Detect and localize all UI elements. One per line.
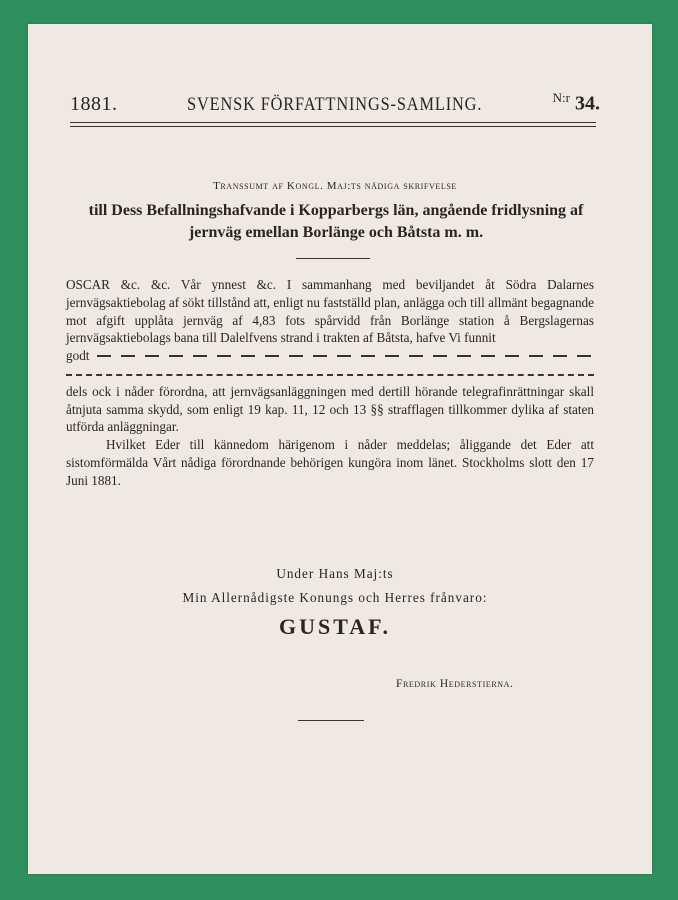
heading-divider xyxy=(296,258,370,259)
dash-fill xyxy=(97,355,594,357)
dash-line xyxy=(66,365,594,383)
end-divider xyxy=(298,720,364,721)
header-rule-bottom xyxy=(70,126,596,127)
king-signature: GUSTAF. xyxy=(278,614,392,639)
godt-word: godt xyxy=(66,348,90,364)
body-paragraph-2: dels ock i nåder förordna, att jernvägsanläggningen med dertill hörande telegrafinrättningar skall åtnjuta samma skydd, som enligt 19 kap. 11, 12 och 13 §§ strafflagen tillkommer dylika af staten utförda anläggningar. xyxy=(66,383,594,435)
body-paragraph-3: Hvilket Eder till kännedom härigenom i nåder meddelas; åliggande det Eder att sistomförmälda Vårt nådiga förordnande behörigen kungöra inom länet. Stockholms slott den 17 Juni 1881. xyxy=(66,437,594,488)
header-rule-top xyxy=(70,122,596,123)
body-paragraph-1: OSCAR &c. &c. Vår ynnest &c. I sammanhang med beviljandet åt Södra Dalarnes jernvägsaktiebolag af sökt tillstånd att, enligt nu fastställd plan, anlägga och till allmänt begagnande mot afgift upplåta jernväg af 4,83 fots spårvidd från Borlänge station å Bergslagernas jernvägsaktiebolags bana till Dalelfvens strand i trakten af Båtsta, hafve Vi funnit xyxy=(66,277,594,346)
header-year: 1881. xyxy=(70,92,118,115)
header-number xyxy=(553,90,600,116)
number-prefix: N:r xyxy=(552,90,570,105)
document-body xyxy=(66,276,594,490)
header-title: SVENSK FÖRFATTNINGS-SAMLING. xyxy=(187,93,483,115)
signature-line-2: Min Allernådigste Konungs och Herres frånvaro: xyxy=(182,590,488,605)
transsumt-line: Transsumt af Kongl. Maj:ts nådiga skrifvelse xyxy=(213,180,457,192)
page-header xyxy=(70,90,600,118)
document-heading: till Dess Befallningshafvande i Kopparbergs län, angående fridlysning af jernväg emellan Borlänge och Båtsta m. m. xyxy=(88,202,584,241)
godt-line xyxy=(66,347,594,365)
number-value: 34. xyxy=(574,92,600,115)
countersignature: Fredrik Hederstierna. xyxy=(396,678,514,690)
signature-line-1: Under Hans Maj:ts xyxy=(276,566,394,581)
document-page xyxy=(28,24,652,874)
